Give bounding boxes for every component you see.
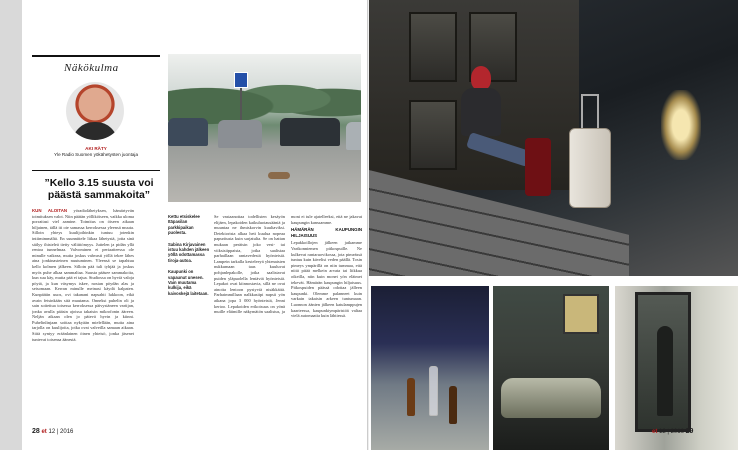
caption-3: Kaupunki on vapaunut unesen. Vain muutama kulkija, eikä kaivoskejä laitetaan. bbox=[168, 269, 209, 296]
caption-2: Sabina Kirjavainen istuu kahden jälkeen yöllä odottamassa tiroja-autoa. bbox=[168, 241, 210, 263]
fox bbox=[268, 172, 290, 179]
folio-right: et 12 | 2016 29 bbox=[652, 428, 694, 435]
top-rule bbox=[32, 55, 160, 57]
caption-1: Kettu etsiskelee Itäpasilan parkkipaikan puolesta. bbox=[168, 214, 200, 236]
photo-man-in-doorway bbox=[615, 286, 738, 450]
parking-sign-icon bbox=[234, 72, 248, 88]
body-text-2: Se vastaanottaa todellisten kesäyön elijäen, lepakoiden kaikuluotausääniä ja muuntaa ne ihmiskorvin kuultaviksi. Detektorista alkaa heti kuulua nopeaa papuritusta kuin sarjatulta. Se on hattan mukaan peräisin joko vesi- tai viiksisiippaista, jotka saalistaa parhaillaan rantavedestä hyönteisiä. Lampein tarkalla kesteleeyä yhtenaisten nukkumaan taas kuuluvat pohjanlepakolle, jotka saalistavat puiden yläpuolella lentäviä hyönteisiä. Lepakot ovat kiinnostavia, sillä ne ovat ainoita lentoon pystyviä nisäkkäitä. Parhaimmillaan nalkkasiipi napsii yön aikana jopa 3 000 hyönteistä, Jenni kertoo. Lepakoiden erikoisuus on yönä muille eläimille näkymätön saalistus, ja moni ei tule ajatelleeksi, että ne jakavat kaupungin kanssamme. bbox=[214, 214, 362, 315]
folio-left: 28 et 12 | 2016 bbox=[32, 428, 74, 435]
photo-parked-car bbox=[493, 286, 609, 450]
column-headline: ”Kello 3.15 suusta voi päästä sammakoita” bbox=[44, 177, 154, 201]
white-suitcase bbox=[569, 128, 611, 208]
author-role: Yle Radio Suomen yökähetysten juontaja bbox=[53, 152, 139, 157]
section-kicker: Näkökulma bbox=[64, 62, 119, 74]
photo-woman-on-stairs bbox=[369, 0, 738, 276]
photo-bottles bbox=[371, 286, 489, 450]
author-byline bbox=[32, 146, 160, 158]
mid-rule bbox=[32, 170, 160, 171]
photo-captions bbox=[168, 214, 210, 302]
photo-fox-parking-lot bbox=[168, 54, 361, 202]
article-body-text bbox=[214, 214, 362, 410]
column-body-text bbox=[32, 208, 134, 408]
subheading: HÄMÄRÄN KAUPUNGIN HILJAISUUS bbox=[291, 227, 362, 238]
red-suitcase bbox=[525, 138, 551, 196]
author-portrait bbox=[66, 82, 124, 140]
author-name: AKI RÄTY bbox=[85, 146, 107, 151]
body-text-3: Lepakkoillojen jälkeen jatkamme Vartkonniemen pitkospuille. Ne kulkevat rantaruovikossa, jota pimeässä tuntuu kuin kävelisi veden päällä. Tosin pimeys ympärillä on niin tummaa, että niitä pitää melkein arvata tai liikkua oikeilla, niin kuin monet yön eläimet tekevät. Hämärän kaupungin hiljaisuus. Pitkospuiden päässä odottaa jälleen kaupunki. Olemme palanneet kuin varkain takaisin arkeen tuntumaan. Luonnon äänien jälkeen katulamppujen kaarteessa, kaupunkiympäristöä valtaa vielä automaatia kuin lähtiessä. bbox=[291, 240, 362, 319]
lead-in: KUN ALOITAN bbox=[32, 208, 68, 213]
woman-figure bbox=[455, 66, 505, 166]
body-text-1: yöradiolähetyksen, hämärtyvän toimituksen valot. Niin päätän yölliköiseen, vaikka uloma porraitasi viel aamine. Toimitus on öiseen aikaan hiljainen, tällä iti oie samassa kerroksessa yleensä muuta. Silloin yhteys kuulijoihinkin tuntuu jotenkin intiimimmältä. En suunnittele liikaa lähetystä, jotta sinä säilyy ihisteleä tietty väliittömyys. Juttelen ja pidän yllä rentoa tunnelmaa. Valvominen ei periaatteessa ole minulle vaikeaa, mutta joskus vahvasti yöllä tekee lähes aina jonkinasteinen nuutuminen. Yleensä se tapahtuu kello kolmen jälkeen. Silloin pää tuli tyhjää ja joskus myös puhe alkaa sammaltaa. Suusta pääsee sammakoita, kun suu käy, mutta pää ei tajua. Studiossa on hyviä valoja pöytä, ja kun väsymys iskee, nostan pöydän alas ja seisomaan. Kerran minulle meinasi käydä kalpaten. Kunpäätin uuos, ovi takanani napsahti lukkoon, eikä avain fetsinkään sitä muutama. Onneksi puhelin oli ja sain soitettua toisessa kerroksessa päivystäneen vartijan, jonka avulla pääsin ajoissa takaisin mikrofonin ääreen. Neljän aikaan olen jo pätevä hyvin ja kiinni. Puhelinlinjaan soittaa nykyään mielellään, mutta aina tarjolla on kuulijoita, jotka ovat valveilla samaan aikaan. Siitä syntyy eräänlainen öinen yhteisö, jonka jäsenet tuntevat toisensa äänestä. bbox=[32, 208, 134, 342]
